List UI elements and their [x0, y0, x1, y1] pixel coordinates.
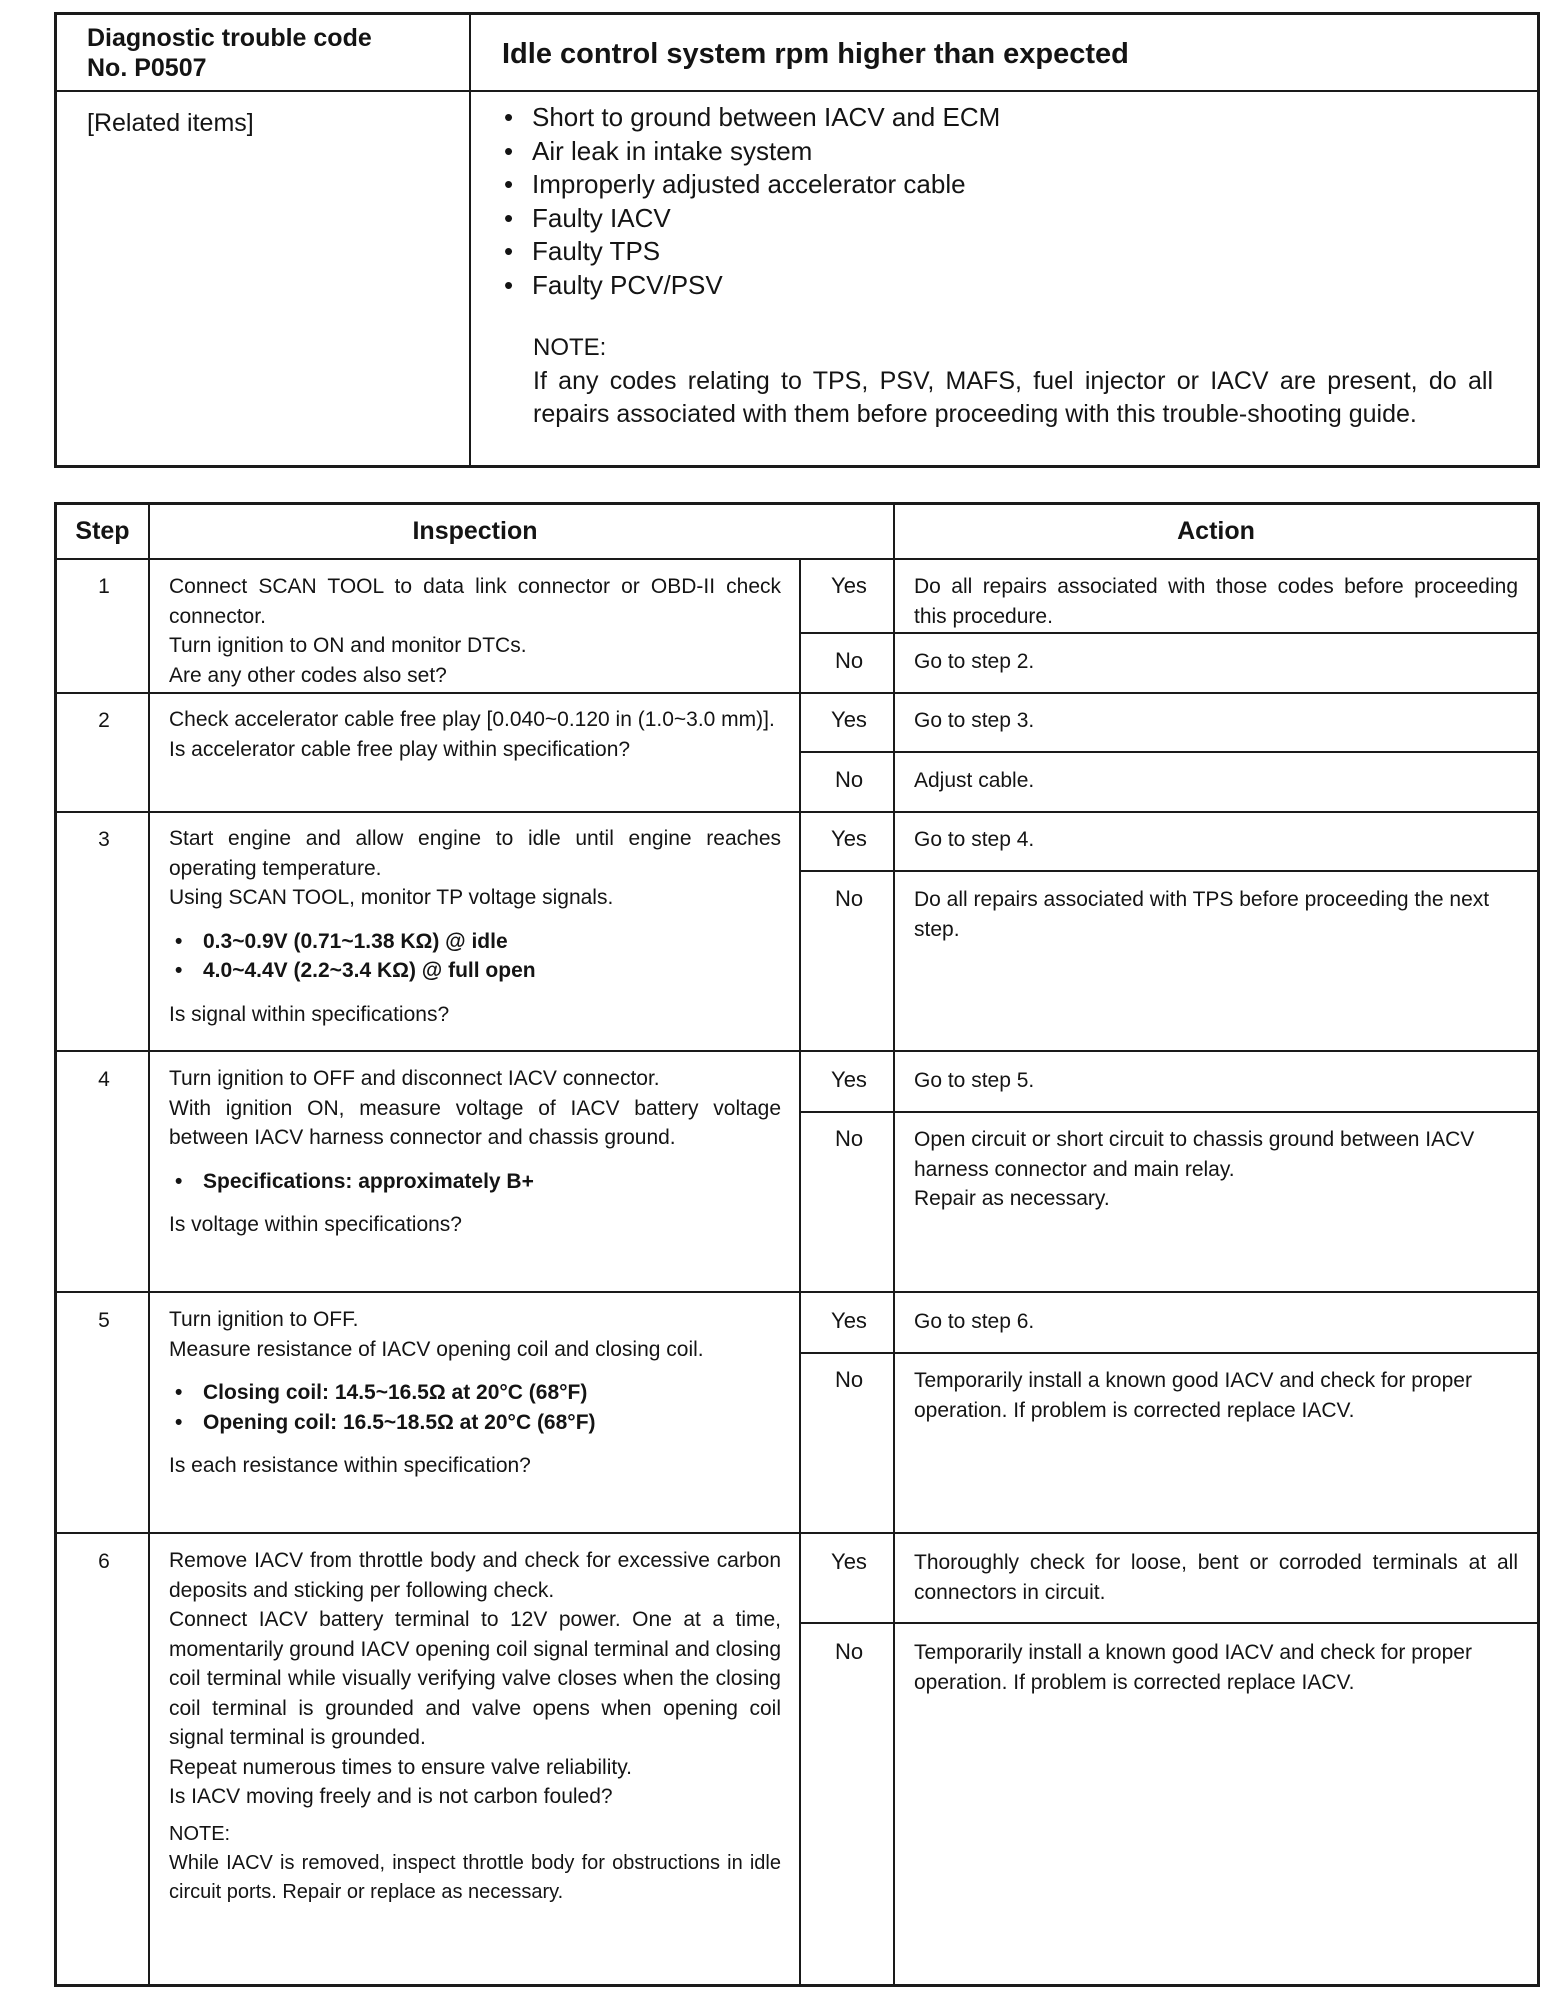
inspection-text: Repeat numerous times to ensure valve reliability.	[169, 1755, 632, 1779]
inspection-text: With ignition ON, measure voltage of IACV battery voltage between IACV harness connector and chassis ground.	[169, 1096, 781, 1149]
yes-label: Yes	[831, 1308, 867, 1333]
step-number: 3	[98, 828, 110, 851]
step-number: 2	[98, 709, 110, 732]
step-inspection	[169, 1546, 781, 1907]
dtc-code-label	[87, 23, 372, 83]
no-label: No	[834, 1367, 864, 1392]
no-action: Go to step 2.	[914, 650, 1035, 673]
column-header-step: Step	[75, 517, 130, 545]
inspection-text: Turn ignition to OFF.	[169, 1308, 359, 1331]
no-action: Do all repairs associated with TPS before proceeding the next step.	[914, 888, 1490, 941]
list-item: • Faulty TPS	[504, 235, 1000, 269]
inspection-text: Connect IACV battery terminal to 12V power. One at a time, momentarily ground IACV opening coil signal terminal and closing coil terminal while visually verifying valve closes when the closing coil terminal is grounded and valve opens when opening coil signal terminal is grounded.	[169, 1608, 781, 1749]
bullet-icon: •	[504, 135, 514, 166]
no-action: Temporarily install a known good IACV and check for proper operation. If problem is corrected replace IACV.	[914, 1641, 1472, 1694]
step-inspection	[169, 1305, 781, 1481]
yes-no-divider	[799, 1622, 1537, 1624]
dtc-title: Idle control system rpm higher than expected	[502, 38, 1129, 70]
inspection-text: Connect SCAN TOOL to data link connector or OBD-II check connector.	[169, 575, 781, 628]
inspection-question: Is accelerator cable free play within specification?	[169, 737, 631, 761]
spec-bullet: • Opening coil: 16.5~18.5Ω at 20°C (68°F)	[169, 1408, 781, 1438]
header-divider-horizontal	[57, 90, 1537, 92]
spec-bullet: • Closing coil: 14.5~16.5Ω at 20°C (68°F)	[169, 1378, 781, 1408]
dtc-label-line1: Diagnostic trouble code	[87, 24, 372, 52]
yes-no-divider	[799, 751, 1537, 753]
bullet-icon: •	[504, 269, 514, 300]
no-action	[914, 1125, 1518, 1214]
header-note-label: NOTE:	[533, 334, 607, 361]
list-item: • Air leak in intake system	[504, 135, 1000, 169]
inspection-question: Is voltage within specifications?	[169, 1213, 462, 1236]
bullet-icon: •	[175, 1169, 183, 1193]
row-divider	[57, 1291, 1537, 1293]
inspection-text: Remove IACV from throttle body and check for excessive carbon deposits and sticking per following check.	[169, 1549, 781, 1602]
no-label: No	[834, 1639, 864, 1664]
related-items-list	[504, 101, 1000, 302]
yes-label: Yes	[831, 826, 867, 851]
yes-action: Go to step 4.	[914, 828, 1035, 851]
column-header-inspection: Inspection	[412, 517, 538, 545]
step-number: 6	[98, 1550, 110, 1573]
spec-bullet: • Specifications: approximately B+	[169, 1167, 781, 1197]
list-item: • Faulty IACV	[504, 202, 1000, 236]
inspection-text: Turn ignition to OFF and disconnect IACV connector.	[169, 1067, 660, 1090]
yes-no-divider	[799, 1111, 1537, 1113]
step-inspection	[169, 705, 781, 764]
yes-action: Go to step 6.	[914, 1310, 1035, 1333]
list-item: • Improperly adjusted accelerator cable	[504, 168, 1000, 202]
step-number: 4	[98, 1068, 110, 1091]
spec-bullet: • 0.3~0.9V (0.71~1.38 KΩ) @ idle	[169, 927, 781, 957]
row-divider	[57, 692, 1537, 694]
row-divider	[57, 1532, 1537, 1534]
yes-action: Thoroughly check for loose, bent or corroded terminals at all connectors in circuit.	[914, 1551, 1518, 1604]
yes-action: Go to step 3.	[914, 709, 1035, 732]
list-item: • Short to ground between IACV and ECM	[504, 101, 1000, 135]
no-label: No	[834, 1126, 864, 1151]
inspection-question: Is signal within specifications?	[169, 1002, 450, 1026]
no-label: No	[834, 767, 864, 792]
procedure-table	[54, 502, 1540, 1987]
bullet-icon: •	[175, 929, 183, 953]
yes-action: Do all repairs associated with those codes before proceeding this procedure.	[914, 575, 1518, 628]
bullet-icon: •	[175, 1381, 183, 1404]
yes-label: Yes	[831, 573, 867, 598]
header-divider-vertical	[469, 15, 471, 465]
inspection-note-text: While IACV is removed, inspect throttle body for obstructions in idle circuit ports. Repair or replace as necessary.	[169, 1851, 781, 1903]
row-divider	[57, 1050, 1537, 1052]
no-action: Adjust cable.	[914, 769, 1035, 792]
inspection-text: Turn ignition to ON and monitor DTCs.	[169, 634, 527, 657]
no-action-text: Repair as necessary.	[914, 1187, 1110, 1210]
column-header-action: Action	[1177, 517, 1255, 545]
yes-label: Yes	[831, 1067, 867, 1092]
no-label: No	[834, 886, 864, 911]
inspection-question: Are any other codes also set?	[169, 663, 447, 687]
yes-no-divider	[799, 1352, 1537, 1354]
dtc-header-box	[54, 12, 1540, 468]
spec-bullet: • 4.0~4.4V (2.2~3.4 KΩ) @ full open	[169, 956, 781, 986]
yes-no-divider	[799, 632, 1537, 634]
bullet-icon: •	[175, 959, 183, 982]
bullet-icon: •	[504, 202, 514, 233]
no-action: Temporarily install a known good IACV and check for proper operation. If problem is corrected replace IACV.	[914, 1369, 1472, 1422]
inspection-text: Start engine and allow engine to idle until engine reaches operating temperature.	[169, 827, 781, 880]
no-action-text: Open circuit or short circuit to chassis ground between IACV harness connector and main relay.	[914, 1128, 1475, 1181]
related-items-label: [Related items]	[87, 109, 254, 137]
inspection-text: Check accelerator cable free play [0.040~0.120 in (1.0~3.0 mm)].	[169, 708, 775, 731]
header-row-divider	[57, 558, 1537, 560]
step-inspection	[169, 1064, 781, 1240]
bullet-icon: •	[504, 102, 514, 132]
dtc-label-line2: No. P0507	[87, 54, 207, 82]
inspection-question: Is IACV moving freely and is not carbon fouled?	[169, 1785, 613, 1808]
no-label: No	[834, 648, 864, 673]
inspection-question: Is each resistance within specification?	[169, 1454, 531, 1477]
header-note-text: If any codes relating to TPS, PSV, MAFS, fuel injector or IACV are present, do all repairs associated with them before proceeding with this trouble-shooting guide.	[533, 367, 1493, 428]
inspection-text: Measure resistance of IACV opening coil and closing coil.	[169, 1337, 704, 1361]
list-item: • Faulty PCV/PSV	[504, 269, 1000, 303]
bullet-icon: •	[504, 236, 514, 266]
yes-label: Yes	[831, 707, 867, 732]
bullet-icon: •	[504, 169, 514, 199]
row-divider	[57, 811, 1537, 813]
inspection-note-label: NOTE:	[169, 1822, 231, 1845]
yes-action: Go to step 5.	[914, 1069, 1035, 1092]
step-number: 5	[98, 1309, 110, 1332]
yes-no-divider	[799, 870, 1537, 872]
step-number: 1	[98, 575, 110, 598]
step-inspection	[169, 824, 781, 1029]
step-inspection	[169, 572, 781, 690]
inspection-text: Using SCAN TOOL, monitor TP voltage signals.	[169, 886, 614, 909]
yes-label: Yes	[831, 1549, 867, 1574]
bullet-icon: •	[175, 1410, 183, 1434]
